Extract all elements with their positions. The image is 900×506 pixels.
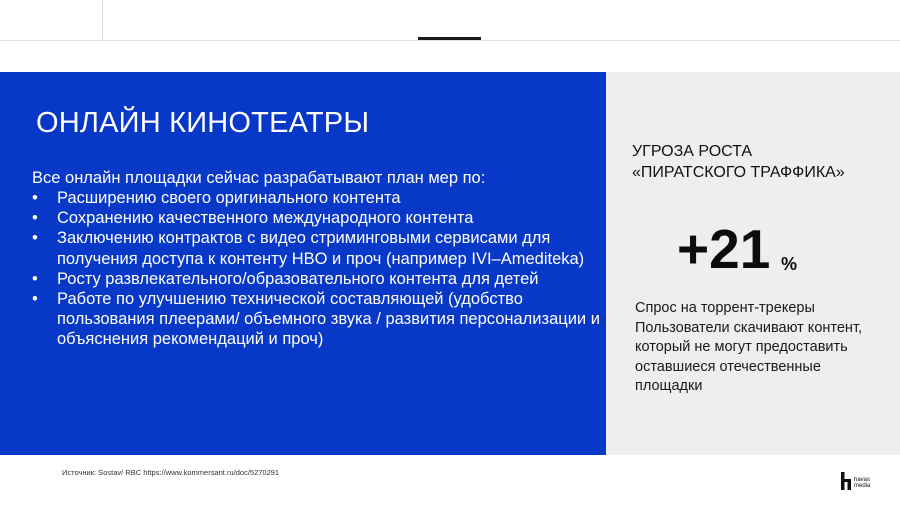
havas-media-logo <box>841 472 877 494</box>
top-divider-vertical <box>102 0 103 40</box>
top-divider-horizontal <box>0 40 900 41</box>
demand-line: Спрос на торрент-трекеры <box>635 300 815 316</box>
source-note: Источник: Sostav/ RBC https://www.kommersant.ru/doc/5270291 <box>62 468 280 477</box>
list-item-international-content: • Сохранению качественного международного контента <box>32 208 600 228</box>
demand-line: оставшиеся отечественные <box>635 358 821 375</box>
slide-indicator <box>418 37 481 40</box>
panel-title: ОНЛАЙН КИНОТЕАТРЫ <box>36 107 370 139</box>
demand-description <box>635 299 897 397</box>
demand-line: площадки <box>635 378 703 394</box>
list-item-technical-improvements: • Работе по улучшению технической составляющей (удобство пользования плеерами/ объемного звука / развития персонализации и объяснения рекомендаций и проч) <box>32 289 600 350</box>
list-item-original-content: • Расширению своего оригинального контента <box>32 188 600 208</box>
intro-text: Все онлайн площадки сейчас разрабатывают план мер по: <box>32 169 486 187</box>
threat-heading-line-2: «ПИРАТСКОГО ТРАФФИКА» <box>632 164 845 181</box>
growth-stat-unit: % <box>781 254 798 274</box>
online-cinemas-panel <box>0 72 606 455</box>
list-item-kids-content: • Росту развлекательного/образовательного контента для детей <box>32 269 600 289</box>
demand-line: который не могут предоставить <box>635 339 848 355</box>
threat-heading-line-1: УГРОЗА РОСТА <box>632 143 753 160</box>
measures-list <box>32 188 600 350</box>
havas-logo-icon <box>841 472 851 490</box>
list-item-streaming-contracts: • Заключению контрактов с видео стриминговыми сервисами для получения доступа к контенту HBO и проч (например IVI–Amediteka) <box>32 228 600 268</box>
logo-text-media: media <box>854 483 871 489</box>
piracy-threat-panel <box>606 72 900 455</box>
logo-text-havas: havas <box>854 477 871 483</box>
growth-stat-value: +21 <box>677 218 771 280</box>
demand-line: Пользователи скачивают контент, <box>635 319 863 336</box>
